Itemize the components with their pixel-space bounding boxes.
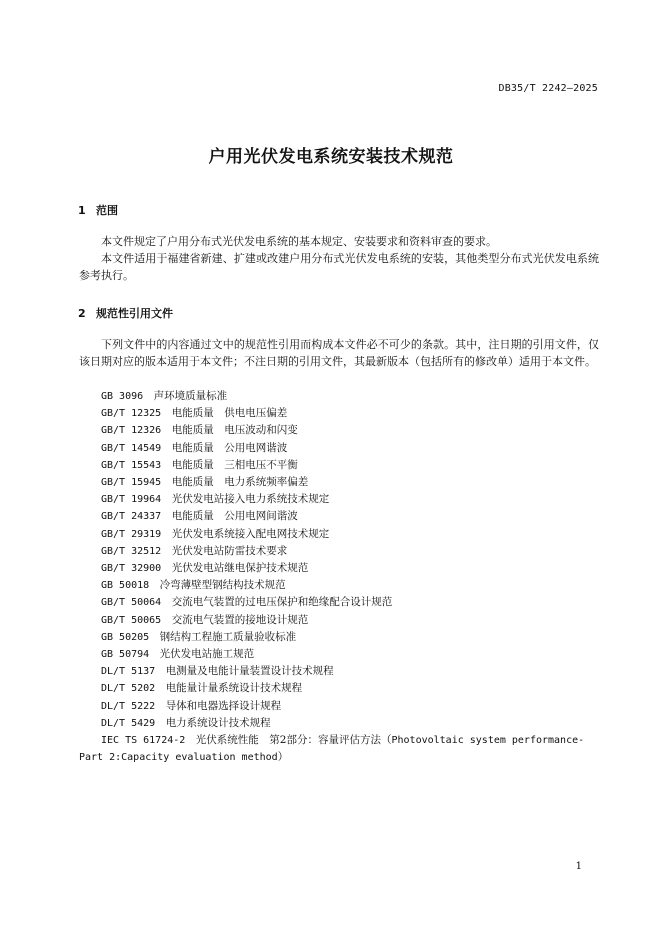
reference-item [101,440,601,457]
reference-title: 电能量计量系统设计技术规程 [165,682,303,695]
reference-code: GB 3096 [101,391,144,402]
reference-item [101,388,601,405]
reference-code: GB/T 29319 [101,528,162,540]
reference-title: 电能质量 供电电压偏差 [171,407,288,420]
reference-code: GB/T 24337 [101,511,162,523]
reference-item [101,508,601,525]
paragraph: 下列文件中的内容通过文中的规范性引用而构成本文件必不可少的条款。其中，注日期的引用文件，仅该日期对应的版本适用于本文件；不注日期的引用文件，其最新版本（包括所有的修改单）适用于本文件。 [79,338,599,368]
reference-title: 光伏发电系统接入配电网技术规定 [171,527,330,540]
paragraph: 本文件适用于福建省新建、扩建或改建户用分布式光伏发电系统的安装，其他类型分布式光伏发电系统参考执行。 [79,252,599,282]
reference-title: 光伏发电站施工规范 [159,648,255,661]
reference-item [101,629,601,646]
reference-code: GB/T 19964 [101,494,162,506]
reference-item [101,457,601,474]
reference-item [101,405,601,422]
reference-code: GB 50205 [101,631,150,643]
reference-title: 电能质量 三相电压不平衡 [171,458,298,471]
reference-code: GB/T 14549 [101,442,162,454]
reference-title: 导体和电器选择设计规程 [165,699,282,712]
reference-title: 电能质量 公用电网谐波 [171,441,288,454]
reference-title: 光伏发电站接入电力系统技术规定 [171,493,330,506]
reference-title: 电能质量 电压波动和闪变 [171,424,298,437]
reference-english-title: Photovoltaic system performance-Part 2:Capacity evaluation method [79,735,585,764]
reference-code: DL/T 5429 [101,717,156,729]
reference-title: 光伏系统性能 第2部分：容量评估方法（ [195,734,392,747]
reference-item [101,526,601,543]
reference-item [101,422,601,439]
reference-item [101,698,601,715]
reference-item [101,577,601,594]
page-number: 1 [575,861,582,872]
reference-item [101,612,601,629]
reference-item [101,715,601,732]
reference-code: DL/T 5222 [101,700,156,712]
reference-code: GB 50794 [101,649,150,661]
paragraph: 本文件规定了户用分布式光伏发电系统的基本规定、安装要求和资料审查的要求。 [101,235,497,248]
reference-title: 交流电气装置的接地设计规范 [171,613,309,626]
reference-item [101,663,601,680]
reference-title: 电能质量 电力系统频率偏差 [171,476,309,489]
section-number: 1 [78,204,86,217]
reference-title: 声环境质量标准 [153,390,228,402]
reference-code: IEC TS 61724-2 [101,735,186,747]
reference-code: GB/T 15945 [101,477,162,489]
reference-title: 钢结构工程施工质量验收标准 [159,630,297,643]
reference-code: GB/T 50065 [101,614,162,626]
reference-item [101,680,601,697]
reference-item [101,560,601,577]
reference-item [79,732,601,766]
reference-item [101,646,601,663]
document-title: 户用光伏发电系统安装技术规范 [208,147,454,167]
reference-item [101,543,601,560]
reference-item [101,594,601,611]
reference-code: GB/T 32512 [101,545,162,557]
reference-title: 光伏发电站继电保护技术规范 [171,562,309,575]
reference-code: GB/T 12325 [101,408,162,420]
section-title: 规范性引用文件 [96,307,173,320]
section-title: 范围 [96,204,118,217]
reference-title: 电能质量 公用电网间谐波 [171,510,298,523]
reference-title: 冷弯薄壁型钢结构技术规范 [159,579,286,592]
section-heading-scope [78,202,118,218]
reference-code: GB/T 50064 [101,597,162,609]
reference-suffix: ） [277,751,289,764]
reference-title: 电力系统设计技术规程 [165,716,271,729]
reference-code: GB 50018 [101,580,150,592]
reference-item [101,474,601,491]
reference-title: 交流电气装置的过电压保护和绝缘配合设计规范 [171,596,393,609]
reference-list [79,388,601,766]
section-heading-normative-references [78,305,173,321]
reference-title: 光伏发电站防雷技术要求 [171,544,288,557]
section-number: 2 [78,307,86,320]
reference-item [101,491,601,508]
reference-title: 电测量及电能计量装置设计技术规程 [165,665,334,678]
reference-code: GB/T 15543 [101,459,162,471]
reference-code: GB/T 32900 [101,563,162,575]
reference-code: GB/T 12326 [101,425,162,437]
reference-code: DL/T 5202 [101,683,156,695]
reference-code: DL/T 5137 [101,666,156,678]
document-code: DB35/T 2242—2025 [498,83,598,94]
